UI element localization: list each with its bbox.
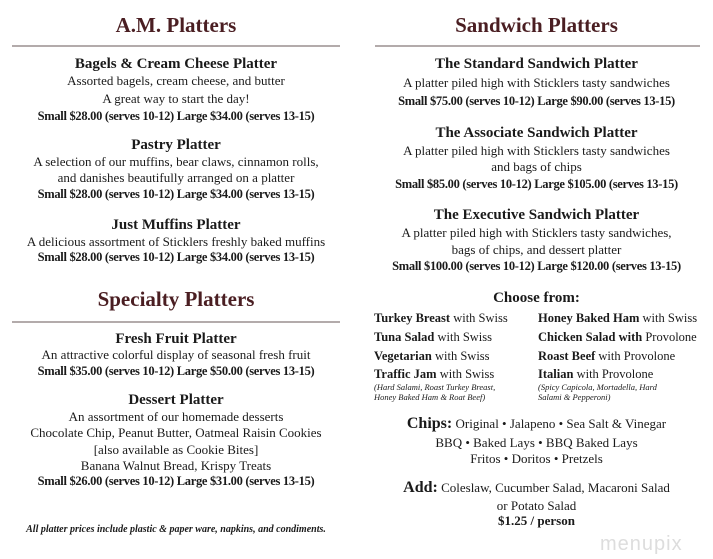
- item-price: Small $75.00 (serves 10-12) Large $90.00 (serves 13-15): [398, 94, 675, 108]
- item-desc: A platter piled high with Sticklers tasty sandwiches,: [401, 225, 672, 240]
- item-desc: A great way to start the day!: [102, 91, 250, 106]
- add-options: or Potato Salad: [496, 498, 577, 513]
- watermark: menupix: [600, 533, 683, 555]
- option-note: Salami & Pepperoni): [538, 392, 611, 402]
- add-line: [360, 480, 713, 496]
- item-price: Small $100.00 (serves 10-12) Large $120.00 (serves 13-15): [392, 259, 681, 273]
- item-desc: Assorted bagels, cream cheese, and butter: [67, 73, 285, 88]
- option-cheese: with Provolone: [573, 367, 654, 381]
- option-cheese: with Swiss: [450, 311, 508, 325]
- option-cheese: with Swiss: [436, 367, 495, 381]
- item-desc: An assortment of our homemade desserts: [68, 409, 284, 424]
- item-desc: and danishes beautifully arranged on a platter: [57, 170, 295, 185]
- item-price: Small $26.00 (serves 10-12) Large $31.00 (serves 13-15): [37, 474, 315, 488]
- add-label: Add:: [403, 479, 438, 496]
- item-desc: A platter piled high with Sticklers tasty sandwiches: [403, 75, 670, 90]
- option-cheese: with Swiss: [431, 349, 490, 363]
- option-name: Roast Beef: [538, 349, 596, 363]
- item-title: Dessert Platter: [128, 392, 224, 408]
- item-desc: Chocolate Chip, Peanut Butter, Oatmeal Raisin Cookies: [30, 425, 322, 440]
- item-price: Small $28.00 (serves 10-12) Large $34.00 (serves 13-15): [37, 109, 315, 123]
- divider: [12, 321, 340, 323]
- option-name: Traffic Jam: [374, 367, 437, 381]
- option-note: (Hard Salami, Roast Turkey Breast,: [374, 382, 496, 392]
- item-title: The Standard Sandwich Platter: [435, 56, 638, 72]
- chips-options: Original • Jalapeno • Sea Salt & Vinegar: [452, 416, 667, 431]
- option-name: Chicken Salad with: [538, 330, 643, 344]
- item-title: Bagels & Cream Cheese Platter: [74, 56, 278, 72]
- extras: [360, 0, 713, 559]
- option-note: (Spicy Capicola, Mortadella, Hard: [538, 382, 657, 392]
- section-title-am-platters: A.M. Platters: [115, 13, 237, 37]
- option-name: Italian: [538, 367, 574, 381]
- item-desc: bags of chips, and dessert platter: [451, 242, 622, 257]
- item-desc: A selection of our muffins, bear claws, cinnamon rolls,: [33, 154, 319, 169]
- section-title-sandwich-platters: Sandwich Platters: [455, 13, 618, 37]
- chips-label: Chips:: [406, 415, 453, 432]
- section-title-specialty-platters: Specialty Platters: [97, 287, 255, 311]
- add-price: $1.25 / person: [498, 513, 575, 528]
- add-options: Coleslaw, Cucumber Salad, Macaroni Salad: [437, 480, 670, 495]
- option-name: Turkey Breast: [374, 311, 451, 325]
- item-title: Fresh Fruit Platter: [115, 331, 237, 347]
- chips-options: BBQ • Baked Lays • BBQ Baked Lays: [435, 435, 638, 450]
- choose-from-heading: Choose from:: [493, 290, 580, 306]
- item-price: Small $85.00 (serves 10-12) Large $105.00 (serves 13-15): [395, 177, 678, 191]
- item-price: Small $28.00 (serves 10-12) Large $34.00 (serves 13-15): [37, 250, 315, 264]
- item-title: The Executive Sandwich Platter: [433, 207, 640, 223]
- item-desc: [also available as Cookie Bites]: [93, 442, 259, 457]
- chips-options: Fritos • Doritos • Pretzels: [470, 451, 603, 466]
- option-name: Tuna Salad: [374, 330, 435, 344]
- item-title: Just Muffins Platter: [111, 217, 241, 233]
- item-desc: A delicious assortment of Sticklers freshly baked muffins: [26, 234, 326, 249]
- footer-note: All platter prices include plastic & paper ware, napkins, and condiments.: [26, 524, 326, 535]
- item-price: Small $35.00 (serves 10-12) Large $50.00 (serves 13-15): [37, 364, 315, 378]
- item-desc: An attractive colorful display of seasonal fresh fruit: [41, 347, 311, 362]
- option-name: Honey Baked Ham: [538, 311, 640, 325]
- left-column: [0, 0, 352, 559]
- divider: [12, 45, 340, 47]
- item-title: Pastry Platter: [131, 137, 221, 153]
- option-note: Honey Baked Ham & Roat Beef): [374, 392, 486, 402]
- chips-line: [360, 416, 713, 432]
- option-cheese: with Swiss: [434, 330, 493, 344]
- option-name: Vegetarian: [374, 349, 432, 363]
- item-desc: and bags of chips: [491, 159, 582, 174]
- item-title: The Associate Sandwich Platter: [435, 125, 638, 141]
- item-price: Small $28.00 (serves 10-12) Large $34.00 (serves 13-15): [37, 187, 315, 201]
- option-cheese: with Swiss: [639, 311, 698, 325]
- option-cheese: Provolone: [642, 330, 697, 344]
- item-desc: Banana Walnut Bread, Krispy Treats: [80, 458, 272, 473]
- item-desc: A platter piled high with Sticklers tasty sandwiches: [403, 143, 670, 158]
- option-cheese: with Provolone: [595, 349, 676, 363]
